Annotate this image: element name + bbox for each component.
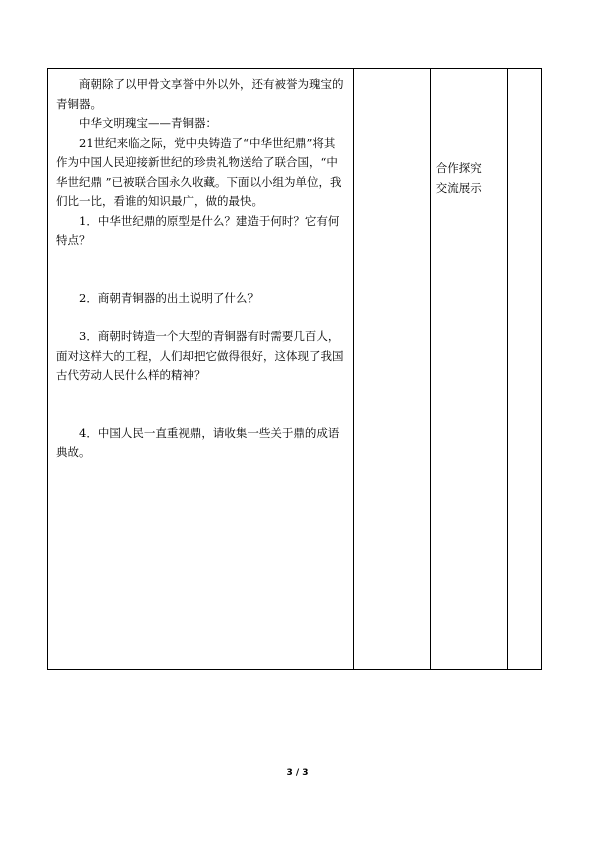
empty-cell — [353, 69, 430, 670]
method-cell — [430, 69, 507, 670]
content-cell — [48, 69, 354, 670]
answer-space — [56, 251, 347, 289]
answer-space — [56, 386, 347, 424]
section-heading: 中华文明瑰宝——青铜器： — [79, 116, 217, 130]
table-row — [48, 69, 542, 670]
lesson-table — [47, 68, 542, 670]
empty-cell — [507, 69, 541, 670]
method-text — [431, 69, 507, 198]
method-line-1: 合作探究 — [435, 161, 482, 175]
page-number: 3 / 3 — [286, 768, 309, 778]
question-1: 1．中华世纪鼎的原型是什么？建造于何时？它有何特点？ — [56, 213, 340, 247]
question-3: 3．商朝时铸造一个大型的青铜器有时需要几百人，面对这样大的工程，人们却把它做得很好，这体现了我国古代劳动人民什么样的精神？ — [56, 329, 344, 382]
background-paragraph: 21世纪来临之际，党中央铸造了“中华世纪鼎”将其作为中国人民迎接新世纪的珍贵礼物送给了联合国，“中华世纪鼎 ”已被联合国永久收藏。下面以小组为单位，我们比一比，看谁的知识最广，做的最快。 — [56, 135, 342, 208]
lesson-content — [48, 69, 353, 463]
method-line-2: 交流展示 — [435, 180, 482, 195]
intro-paragraph: 商朝除了以甲骨文享誉中外以外，还有被誉为瑰宝的青铜器。 — [56, 77, 344, 111]
answer-space — [56, 308, 347, 327]
question-2: 2．商朝青铜器的出土说明了什么？ — [79, 290, 259, 305]
question-4: 4．中国人民一直重视鼎，请收集一些关于鼎的成语典故。 — [56, 425, 340, 459]
